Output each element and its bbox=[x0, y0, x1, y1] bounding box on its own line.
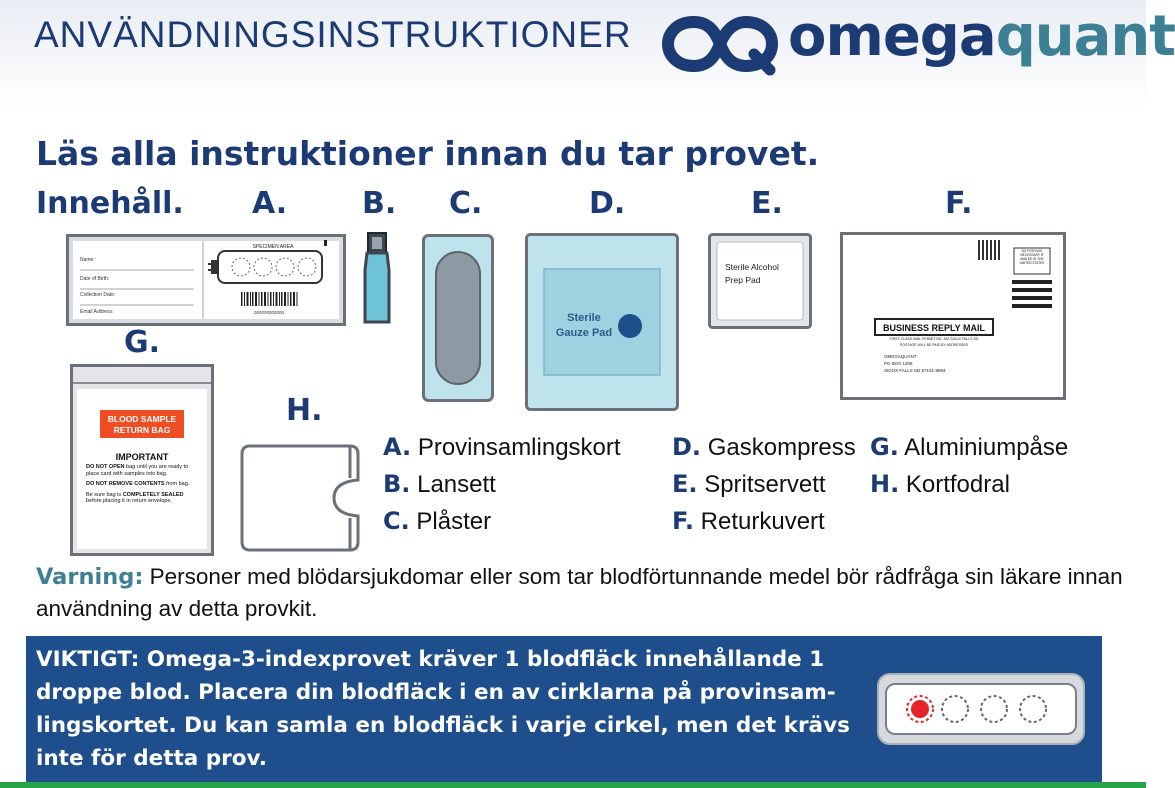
bag-important-heading: IMPORTANT bbox=[115, 452, 169, 462]
gauze-illustration bbox=[525, 233, 679, 411]
prep-pad-line1: Sterile Alcohol bbox=[725, 262, 779, 272]
foil-bag-illustration bbox=[70, 364, 214, 556]
item-f: F. Returkuvert bbox=[672, 507, 825, 535]
envelope-address-line2: PO BOX 1208 bbox=[884, 361, 913, 366]
bag-label-line2: RETURN BAG bbox=[113, 425, 171, 435]
card-field-dob: Date of Birth: bbox=[80, 276, 110, 282]
important-text: VIKTIGT: Omega-3-indexprovet kräver 1 blodfläck innehållande 1 droppe blod. Placera din blodfläck i en av cirklarna på provinsam-lingskortet. Du kan samla en blodfläck i varje cirkel, men det krävs inte för detta prov. bbox=[36, 647, 850, 771]
envelope-permit-line: FIRST-CLASS MAIL PERMIT NO. 392 SIOUX FALLS SD bbox=[889, 337, 979, 341]
contents-label: Innehåll. bbox=[36, 186, 184, 221]
letter-g: G. bbox=[124, 325, 161, 360]
card-field-email: Email Address: bbox=[80, 309, 114, 315]
warning-label: Varning: bbox=[36, 564, 144, 590]
envelope-postage-text: NO POSTAGE NECESSARY IF MAILED IN THE UNITED STATES bbox=[1019, 249, 1045, 265]
logo-infinity-icon bbox=[664, 14, 776, 74]
letter-c: C. bbox=[449, 186, 483, 221]
item-g: G. Aluminiumpåse bbox=[870, 433, 1069, 461]
envelope-reply-title: BUSINESS REPLY MAIL bbox=[882, 323, 986, 333]
envelope-address-line3: SIOUX FALLS SD 57101-9894 bbox=[884, 368, 946, 373]
envelope-illustration bbox=[840, 232, 1066, 400]
lancet-illustration bbox=[362, 230, 392, 326]
letter-d: D. bbox=[589, 186, 626, 221]
card-holder-illustration bbox=[238, 442, 362, 554]
bag-paragraph-3: Be sure bag is COMPLETELY SEALED before placing it in return envelope. bbox=[86, 491, 184, 504]
card-illustration bbox=[66, 234, 346, 326]
blood-spot-card-icon bbox=[876, 672, 1086, 746]
warning-body: Personer med blödarsjukdomar eller som tar blodförtunnande medel bör rådfråga sin läkare innan användning av detta provkit. bbox=[36, 564, 1123, 621]
letter-f: F. bbox=[945, 186, 973, 221]
letter-a: A. bbox=[252, 186, 288, 221]
warning-text bbox=[36, 561, 1126, 625]
card-field-name: Name: bbox=[80, 257, 95, 263]
logo-wordmark bbox=[788, 4, 1175, 69]
bag-paragraph-2: DO NOT REMOVE CONTENTS from bag. bbox=[86, 481, 190, 487]
item-a: A. Provinsamlingskort bbox=[383, 433, 621, 461]
gauze-label-line1: Sterile bbox=[567, 312, 601, 324]
item-b: B. Lansett bbox=[383, 470, 496, 498]
envelope-paid-line: POSTAGE WILL BE PAID BY ADDRESSEE bbox=[899, 343, 969, 347]
document-title: ANVÄNDNINGSINSTRUKTIONER bbox=[34, 14, 632, 55]
bandage-illustration bbox=[422, 234, 494, 402]
card-field-collection: Collection Date: bbox=[80, 292, 116, 298]
letter-e: E. bbox=[751, 186, 783, 221]
prep-pad-line2: Prep Pad bbox=[725, 275, 761, 285]
logo-word-omega: omega bbox=[788, 4, 996, 69]
letter-h: H. bbox=[286, 393, 323, 428]
prep-pad-illustration bbox=[708, 233, 812, 329]
subtitle: Läs alla instruktioner innan du tar provet. bbox=[36, 134, 820, 173]
item-h: H. Kortfodral bbox=[870, 470, 1010, 498]
item-d: D. Gaskompress bbox=[672, 433, 856, 461]
card-barcode-number: 000000000000 bbox=[253, 310, 285, 315]
letter-b: B. bbox=[362, 186, 397, 221]
bag-paragraph-1: DO NOT OPEN bag until you are ready to place card with samples into bag. bbox=[86, 464, 189, 477]
envelope-address-line1: OMEGAQUANT bbox=[884, 354, 917, 359]
item-e: E. Spritservett bbox=[672, 470, 826, 498]
bottom-rule bbox=[0, 782, 1146, 788]
item-c: C. Plåster bbox=[383, 507, 492, 535]
logo-word-quant: quant bbox=[995, 4, 1175, 69]
gauze-label-line2: Gauze Pad bbox=[555, 327, 613, 339]
card-specimen-area: SPECIMEN AREA bbox=[252, 244, 294, 250]
bag-label-line1: BLOOD SAMPLE bbox=[107, 414, 177, 424]
